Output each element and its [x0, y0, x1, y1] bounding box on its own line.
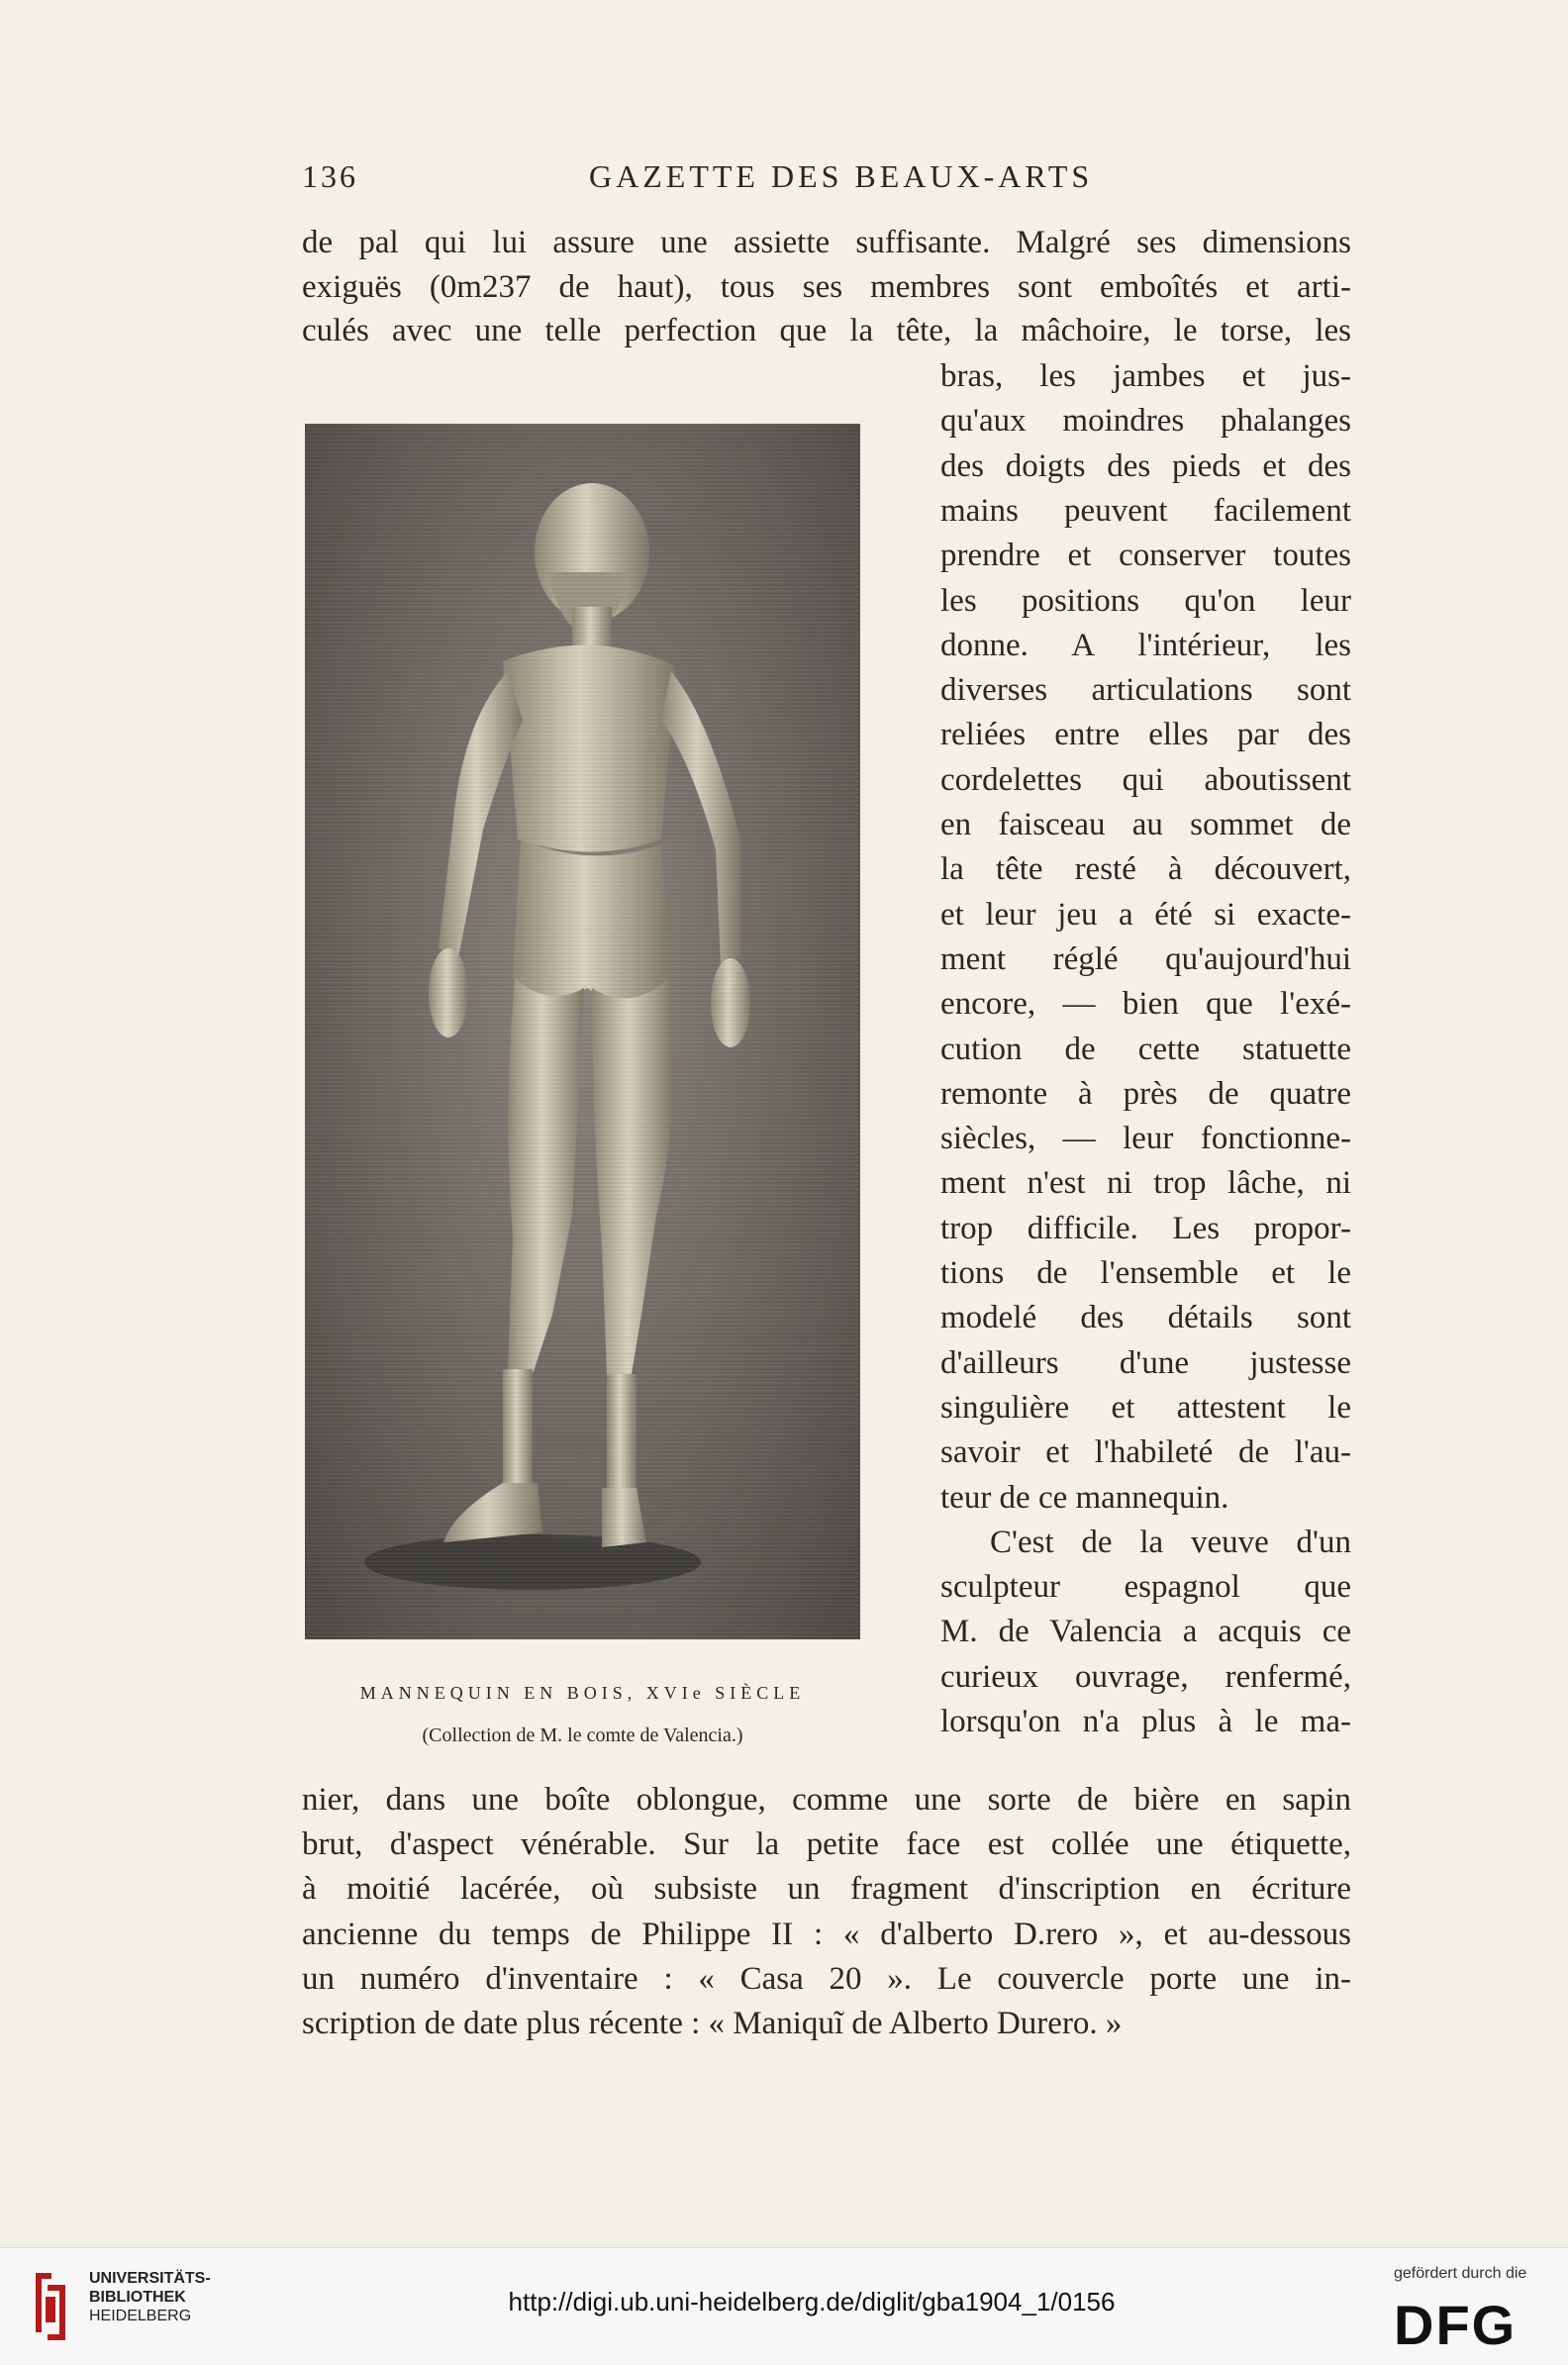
- text-line: tions de l'ensemble et le: [940, 1255, 1351, 1291]
- text-line: ment réglé qu'aujourd'hui: [940, 940, 1351, 977]
- text-line: siècles, — leur fonctionne-: [940, 1121, 1351, 1157]
- text-line: C'est de la veuve d'un: [990, 1524, 1351, 1560]
- text-line: singulière et attestent le: [940, 1389, 1351, 1426]
- text-line: un numéro d'inventaire : « Casa 20 ». Le couvercle porte une in-: [302, 1960, 1351, 1997]
- text-line: modelé des détails sont: [940, 1300, 1351, 1336]
- mannequin-figure: [305, 424, 860, 1639]
- journal-title: GAZETTE DES BEAUX-ARTS: [589, 158, 1094, 194]
- figure-caption-credit: (Collection de M. le comte de Valencia.): [422, 1724, 743, 1746]
- text-line: des doigts des pieds et des: [940, 447, 1351, 484]
- library-name: UNIVERSITÄTS- BIBLIOTHEK HEIDELBERG: [89, 2270, 211, 2324]
- text-line: ment n'est ni trop lâche, ni: [940, 1165, 1351, 1202]
- text-line: M. de Valencia a acquis ce: [940, 1614, 1351, 1650]
- permalink-url[interactable]: http://digi.ub.uni-heidelberg.de/diglit/gba1904_1/0156: [508, 2287, 1116, 2316]
- running-header: [302, 158, 1341, 198]
- text-line: lorsqu'on n'a plus à le ma-: [940, 1704, 1351, 1739]
- text-line: scription de date plus récente : « Maniquĩ de Alberto Durero. »: [302, 2006, 1123, 2041]
- text-line: qu'aux moindres phalanges: [940, 403, 1351, 440]
- text-line: diverses articulations sont: [940, 672, 1351, 709]
- text-line: les positions qu'on leur: [940, 582, 1351, 619]
- university-library-logo-icon: [30, 2267, 71, 2344]
- text-line: à moitié lacérée, où subsiste un fragment d'inscription en écriture: [302, 1871, 1351, 1908]
- text-line: prendre et conserver toutes: [940, 538, 1351, 574]
- dfg-logo: DFG: [1394, 2294, 1518, 2356]
- text-line: brut, d'aspect vénérable. Sur la petite face est collée une étiquette,: [302, 1826, 1351, 1863]
- text-line: trop difficile. Les propor-: [940, 1210, 1351, 1246]
- text-line: bras, les jambes et jus-: [940, 358, 1351, 394]
- text-line: donne. A l'intérieur, les: [940, 627, 1351, 663]
- text-line: remonte à près de quatre: [940, 1075, 1351, 1112]
- text-line: de pal qui lui assure une assiette suffisante. Malgré ses dimensions: [302, 225, 1351, 260]
- page-number: 136: [302, 158, 358, 194]
- text-line: mains peuvent facilement: [940, 492, 1351, 529]
- text-line: curieux ouvrage, renfermé,: [940, 1658, 1351, 1695]
- text-line: exiguës (0m237 de haut), tous ses membres sont emboîtés et arti-: [302, 268, 1351, 305]
- text-line: nier, dans une boîte oblongue, comme une sorte de bière en sapin: [302, 1782, 1351, 1818]
- text-line: savoir et l'habileté de l'au-: [940, 1434, 1351, 1471]
- text-line: reliées entre elles par des: [940, 717, 1351, 753]
- text-line: et leur jeu a été si exacte-: [940, 896, 1351, 933]
- text-line: en faisceau au sommet de: [940, 807, 1351, 842]
- text-line: culés avec une telle perfection que la tête, la mâchoire, le torse, les: [302, 313, 1351, 348]
- text-line: ancienne du temps de Philippe II : « d'alberto D.rero », et au-dessous: [302, 1916, 1351, 1952]
- text-line: teur de ce mannequin.: [940, 1479, 1229, 1516]
- mannequin-photograph: [305, 424, 860, 1639]
- text-line: sculpteur espagnol que: [940, 1569, 1351, 1606]
- text-line: encore, — bien que l'exé-: [940, 986, 1351, 1023]
- text-line: cordelettes qui aboutissent: [940, 761, 1351, 798]
- funding-note: gefördert durch die: [1394, 2265, 1527, 2282]
- text-line: cution de cette statuette: [940, 1031, 1351, 1067]
- text-line: d'ailleurs d'une justesse: [940, 1344, 1351, 1381]
- figure-caption-title: MANNEQUIN EN BOIS, XVIe SIÈCLE: [359, 1683, 806, 1703]
- text-line: la tête resté à découvert,: [940, 851, 1351, 888]
